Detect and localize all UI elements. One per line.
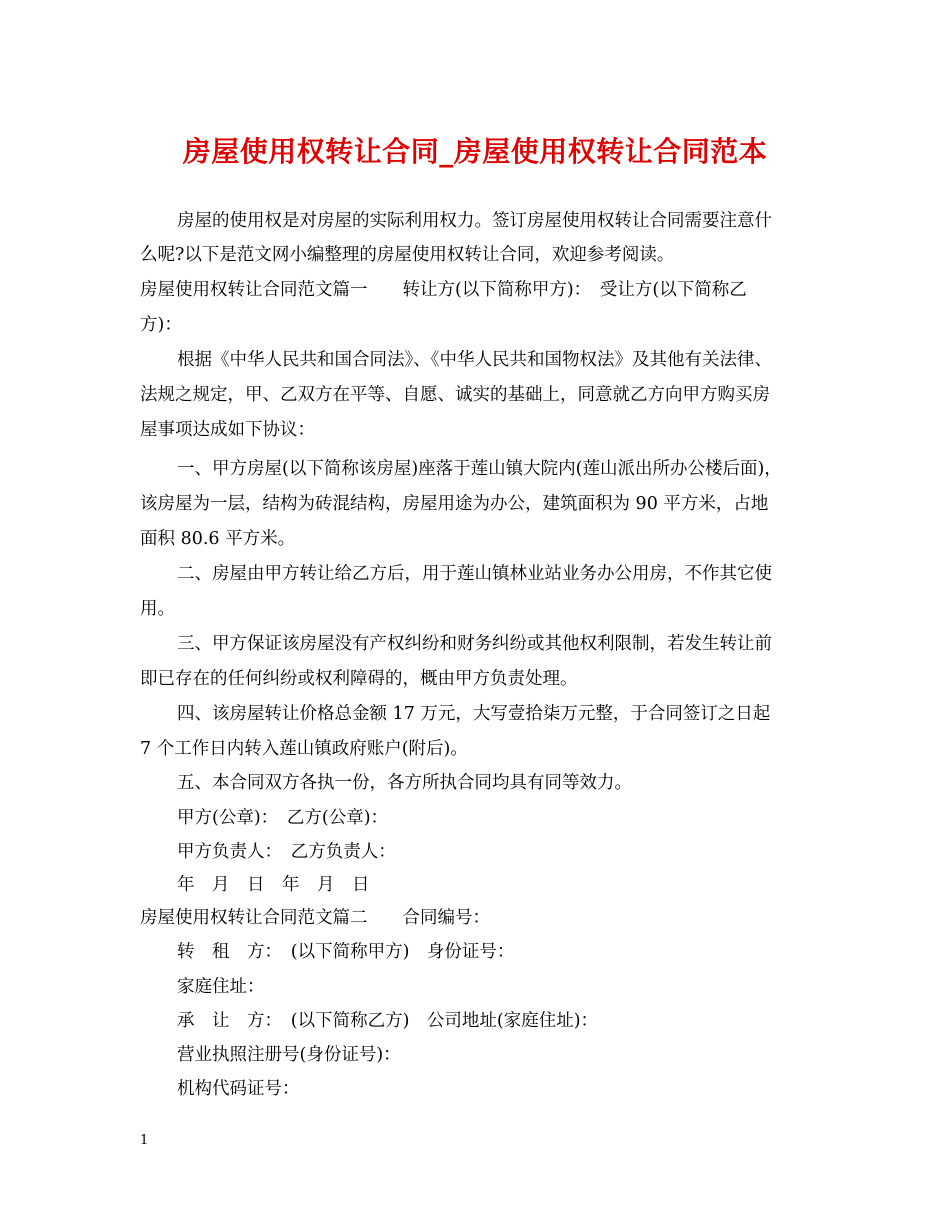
form-field-line: 家庭住址：: [177, 977, 265, 997]
section-heading-line: 房屋使用权转让合同范文篇二 合同编号：: [140, 908, 490, 928]
paragraph-line: 该房屋为一层，结构为砖混结构，房屋用途为办公，建筑面积为 90 平方米，占地: [140, 494, 769, 514]
paragraph-line: 三、甲方保证该房屋没有产权纠纷和财务纠纷或其他权利限制，若发生转让前: [177, 634, 772, 654]
date-line: 年 月 日 年 月 日: [177, 875, 370, 895]
paragraph-line: 屋事项达成如下协议：: [140, 420, 315, 440]
paragraph-line: 即已存在的任何纠纷或权利障碍的，概由甲方负责处理。: [140, 669, 578, 689]
document-title: 房屋使用权转让合同_房屋使用权转让合同范本: [182, 135, 768, 168]
form-field-line: 营业执照注册号(身份证号)：: [177, 1045, 401, 1065]
paragraph-line: 面积 80.6 平方米。: [140, 529, 296, 549]
paragraph-line: 四、该房屋转让价格总金额 17 万元，大写壹拾柒万元整，于合同签订之日起: [177, 704, 771, 724]
paragraph-line: 根据《中华人民共和国合同法》、《中华人民共和国物权法》及其他有关法律、: [177, 350, 772, 370]
paragraph-line: 房屋的使用权是对房屋的实际利用权力。签订房屋使用权转让合同需要注意什: [177, 211, 772, 231]
paragraph-line: 7 个工作日内转入莲山镇政府账户(附后)。: [140, 739, 468, 759]
paragraph-line: 二、房屋由甲方转让给乙方后，用于莲山镇林业站业务办公用房，不作其它使: [177, 564, 772, 584]
page-number: 1: [140, 1133, 149, 1148]
paragraph-line: 一、甲方房屋(以下简称该房屋)座落于莲山镇大院内(莲山派出所办公楼后面)，: [177, 459, 782, 479]
section-heading-line: 房屋使用权转让合同范文篇一 转让方(以下简称甲方)： 受让方(以下简称乙: [140, 280, 747, 300]
signature-line: 甲方(公章)： 乙方(公章)：: [177, 808, 389, 828]
paragraph-line: 么呢?以下是范文网小编整理的房屋使用权转让合同，欢迎参考阅读。: [140, 245, 675, 265]
paragraph-line: 法规之规定，甲、乙双方在平等、自愿、诚实的基础上，同意就乙方向甲方购买房: [140, 385, 770, 405]
paragraph-line: 方)：: [140, 315, 182, 335]
paragraph-line: 五、本合同双方各执一份，各方所执合同均具有同等效力。: [177, 773, 632, 793]
form-field-line: 机构代码证号：: [177, 1079, 300, 1099]
signature-line: 甲方负责人： 乙方负责人：: [177, 842, 396, 862]
paragraph-line: 用。: [140, 599, 175, 619]
form-field-line: 承 让 方： (以下简称乙方) 公司地址(家庭住址)：: [177, 1011, 599, 1031]
form-field-line: 转 租 方： (以下简称甲方) 身份证号：: [177, 942, 515, 962]
